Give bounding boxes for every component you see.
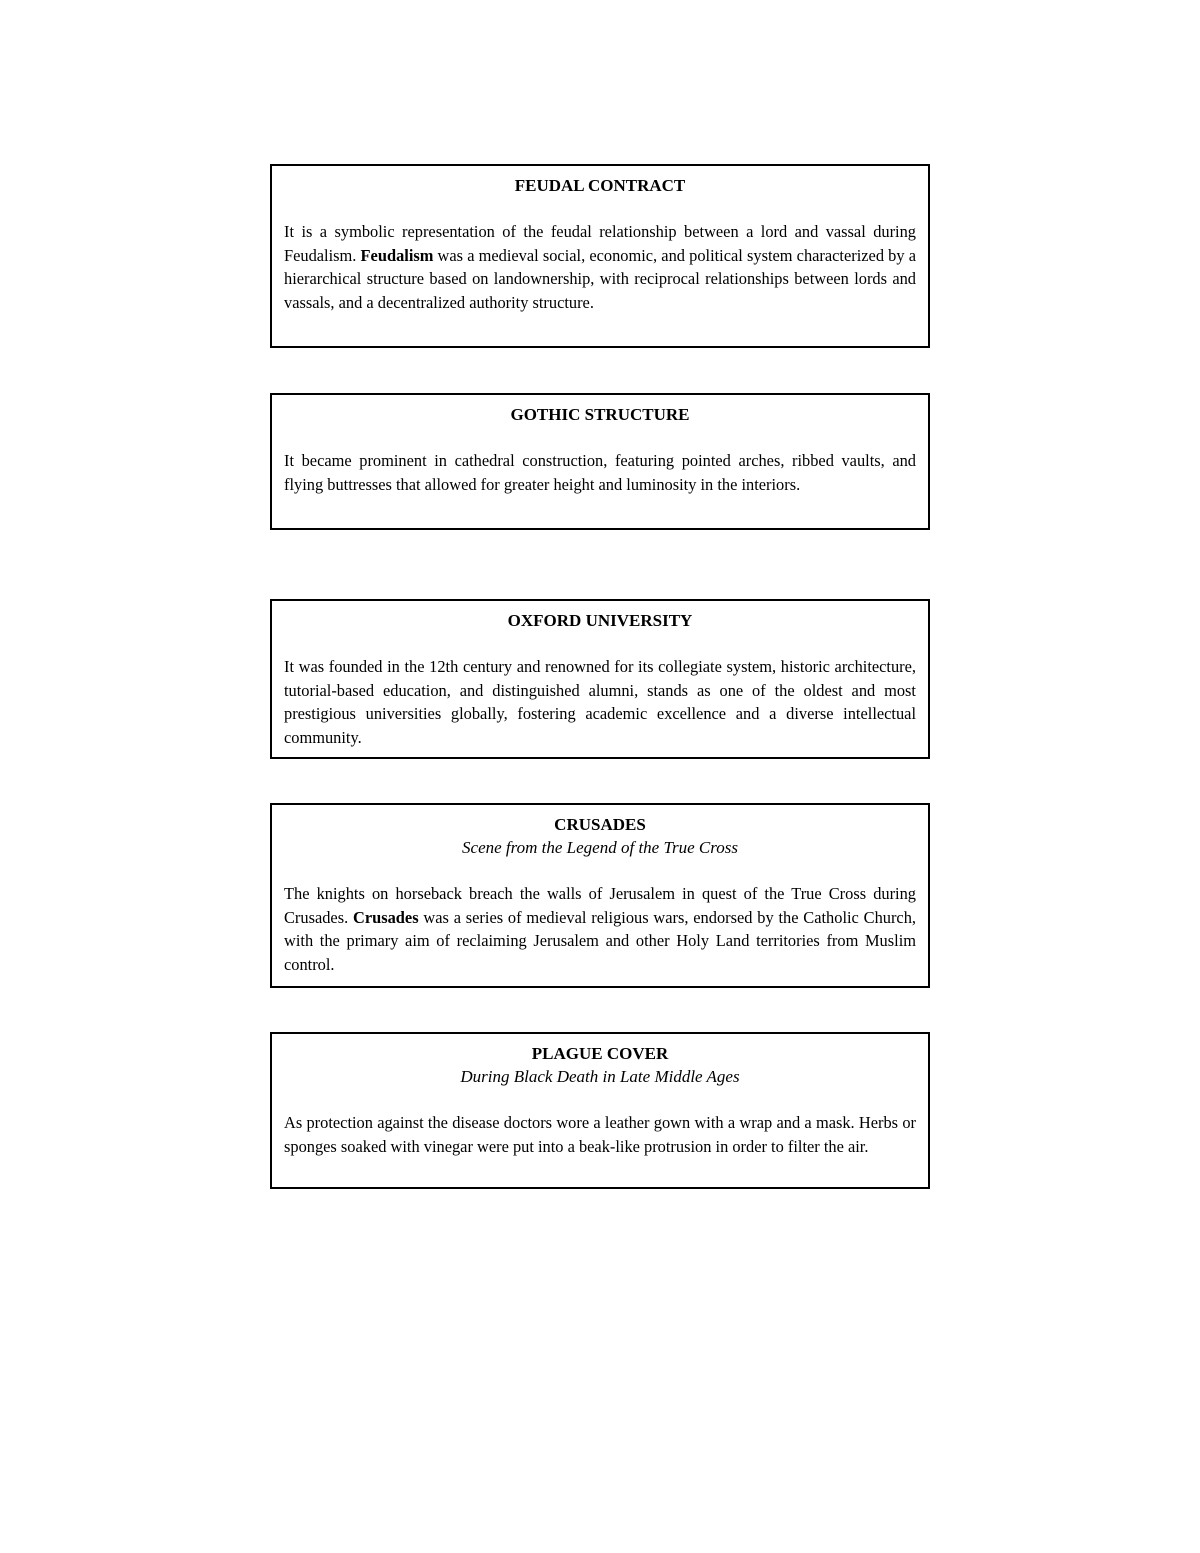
card-body	[284, 655, 916, 749]
card-plague-cover	[270, 1032, 930, 1189]
body-text: The knights on horseback breach the walls of Jerusalem in quest of the True Cross during Crusades.	[284, 884, 916, 927]
card-crusades	[270, 803, 930, 988]
card-title: OXFORD UNIVERSITY	[507, 611, 693, 630]
card-title: CRUSADES	[554, 815, 646, 834]
card-body	[284, 1111, 916, 1158]
body-text: As protection against the disease doctors wore a leather gown with a wrap and a mask. Herbs or sponges soaked with vinegar were put into a beak-like protrusion in order to filter the air.	[284, 1113, 916, 1156]
body-text: It is a symbolic representation of the feudal relationship between a lord and vassal during Feudalism.	[284, 222, 916, 265]
body-bold-term: Crusades	[353, 907, 419, 927]
card-subtitle: During Black Death in Late Middle Ages	[460, 1067, 740, 1086]
card-oxford-university	[270, 599, 930, 759]
card-body	[284, 882, 916, 976]
body-text: It was founded in the 12th century and renowned for its collegiate system, historic architecture, tutorial-based education, and distinguished alumni, stands as one of the oldest and most prestigious universities globally, fostering academic excellence and a diverse intellectual community.	[284, 657, 916, 747]
card-title: FEUDAL CONTRACT	[514, 176, 686, 195]
body-text: was a medieval social, economic, and political system characterized by a hierarchical structure based on landownership, with reciprocal relationships between lords and vassals, and a decentralized authority structure.	[284, 245, 916, 312]
card-subtitle: Scene from the Legend of the True Cross	[462, 838, 738, 857]
body-text: It became prominent in cathedral construction, featuring pointed arches, ribbed vaults, and flying buttresses that allowed for greater height and luminosity in the interiors.	[284, 451, 916, 494]
card-title: PLAGUE COVER	[531, 1044, 669, 1063]
card-title: GOTHIC STRUCTURE	[510, 405, 690, 424]
body-text: was a series of medieval religious wars, endorsed by the Catholic Church, with the primary aim of reclaiming Jerusalem and other Holy Land territories from Muslim control.	[284, 907, 916, 974]
card-body	[284, 449, 916, 496]
body-bold-term: Feudalism	[360, 245, 434, 265]
card-gothic-structure	[270, 393, 930, 530]
card-feudal-contract	[270, 164, 930, 348]
card-body	[284, 220, 916, 314]
